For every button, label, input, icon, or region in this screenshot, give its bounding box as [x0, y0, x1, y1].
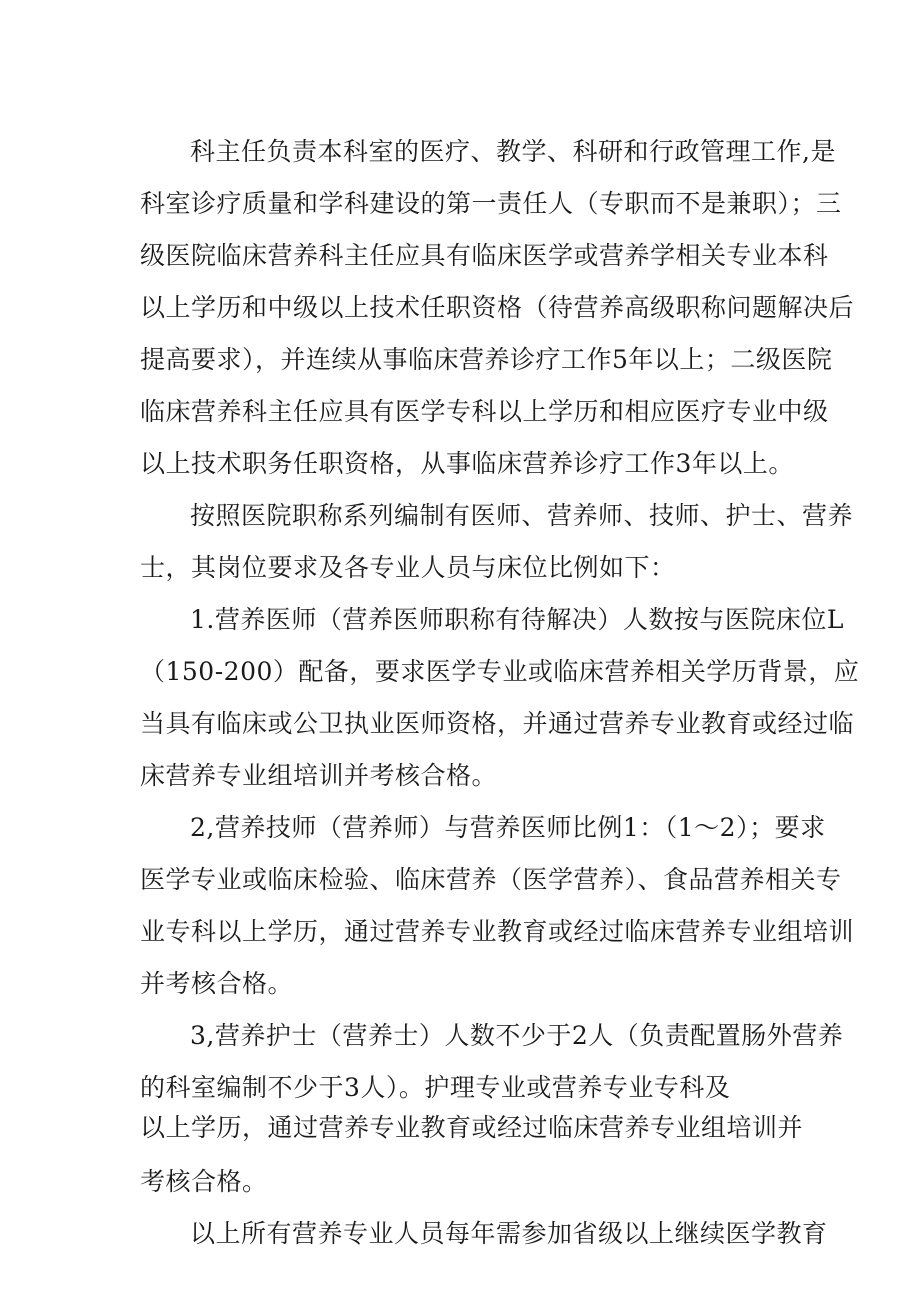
text-line: 临床营养科主任应具有医学专科以上学历和相应医疗专业中级: [140, 397, 829, 426]
text-line: 士，其岗位要求及各专业人员与床位比例如下：: [140, 553, 676, 582]
text-line: 当具有临床或公卫执业医师资格，并通过营养专业教育或经过临: [140, 709, 855, 738]
text-line: 以上技术职务任职资格，从事临床营养诊疗工作3年以上。: [140, 449, 794, 478]
text-line: 科主任负责本科室的医疗、教学、科研和行政管理工作,是: [190, 137, 836, 166]
text-line: 科室诊疗质量和学科建设的第一责任人（专职而不是兼职）；三: [140, 189, 842, 218]
text-line: 3,营养护士（营养士）人数不少于2人（负责配置肠外营养: [190, 1021, 844, 1050]
text-line: 以上学历，通过营养专业教育或经过临床营养专业组培训并: [140, 1113, 804, 1142]
text-line: 按照医院职称系列编制有医师、营养师、技师、护士、营养: [190, 501, 854, 530]
text-line: 级医院临床营养科主任应具有临床医学或营养学相关专业本科: [140, 241, 829, 270]
text-line: 考核合格。: [140, 1167, 268, 1196]
text-line: 床营养专业组培训并考核合格。: [140, 761, 498, 790]
text-line: 并考核合格。: [140, 969, 294, 998]
text-line: 的科室编制不少于3人）。护理专业或营养专业专科及: [140, 1073, 731, 1102]
text-line: 2,营养技师（营养师）与营养医师比例1：（1～2）；要求: [190, 813, 826, 842]
text-line: 提高要求），并连续从事临床营养诊疗工作5年以上；二级医院: [140, 345, 833, 374]
text-line: 业专科以上学历，通过营养专业教育或经过临床营养专业组培训: [140, 917, 855, 946]
text-line: 以上学历和中级以上技术任职资格（待营养高级职称问题解决后: [140, 293, 855, 322]
text-line: 以上所有营养专业人员每年需参加省级以上继续医学教育: [190, 1219, 828, 1248]
text-line: 医学专业或临床检验、临床营养（医学营养）、食品营养相关专: [140, 865, 842, 894]
text-line: （150-200）配备，要求医学专业或临床营养相关学历背景，应: [140, 657, 860, 686]
text-line: 1.营养医师（营养医师职称有待解决）人数按与医院床位L: [190, 605, 844, 634]
